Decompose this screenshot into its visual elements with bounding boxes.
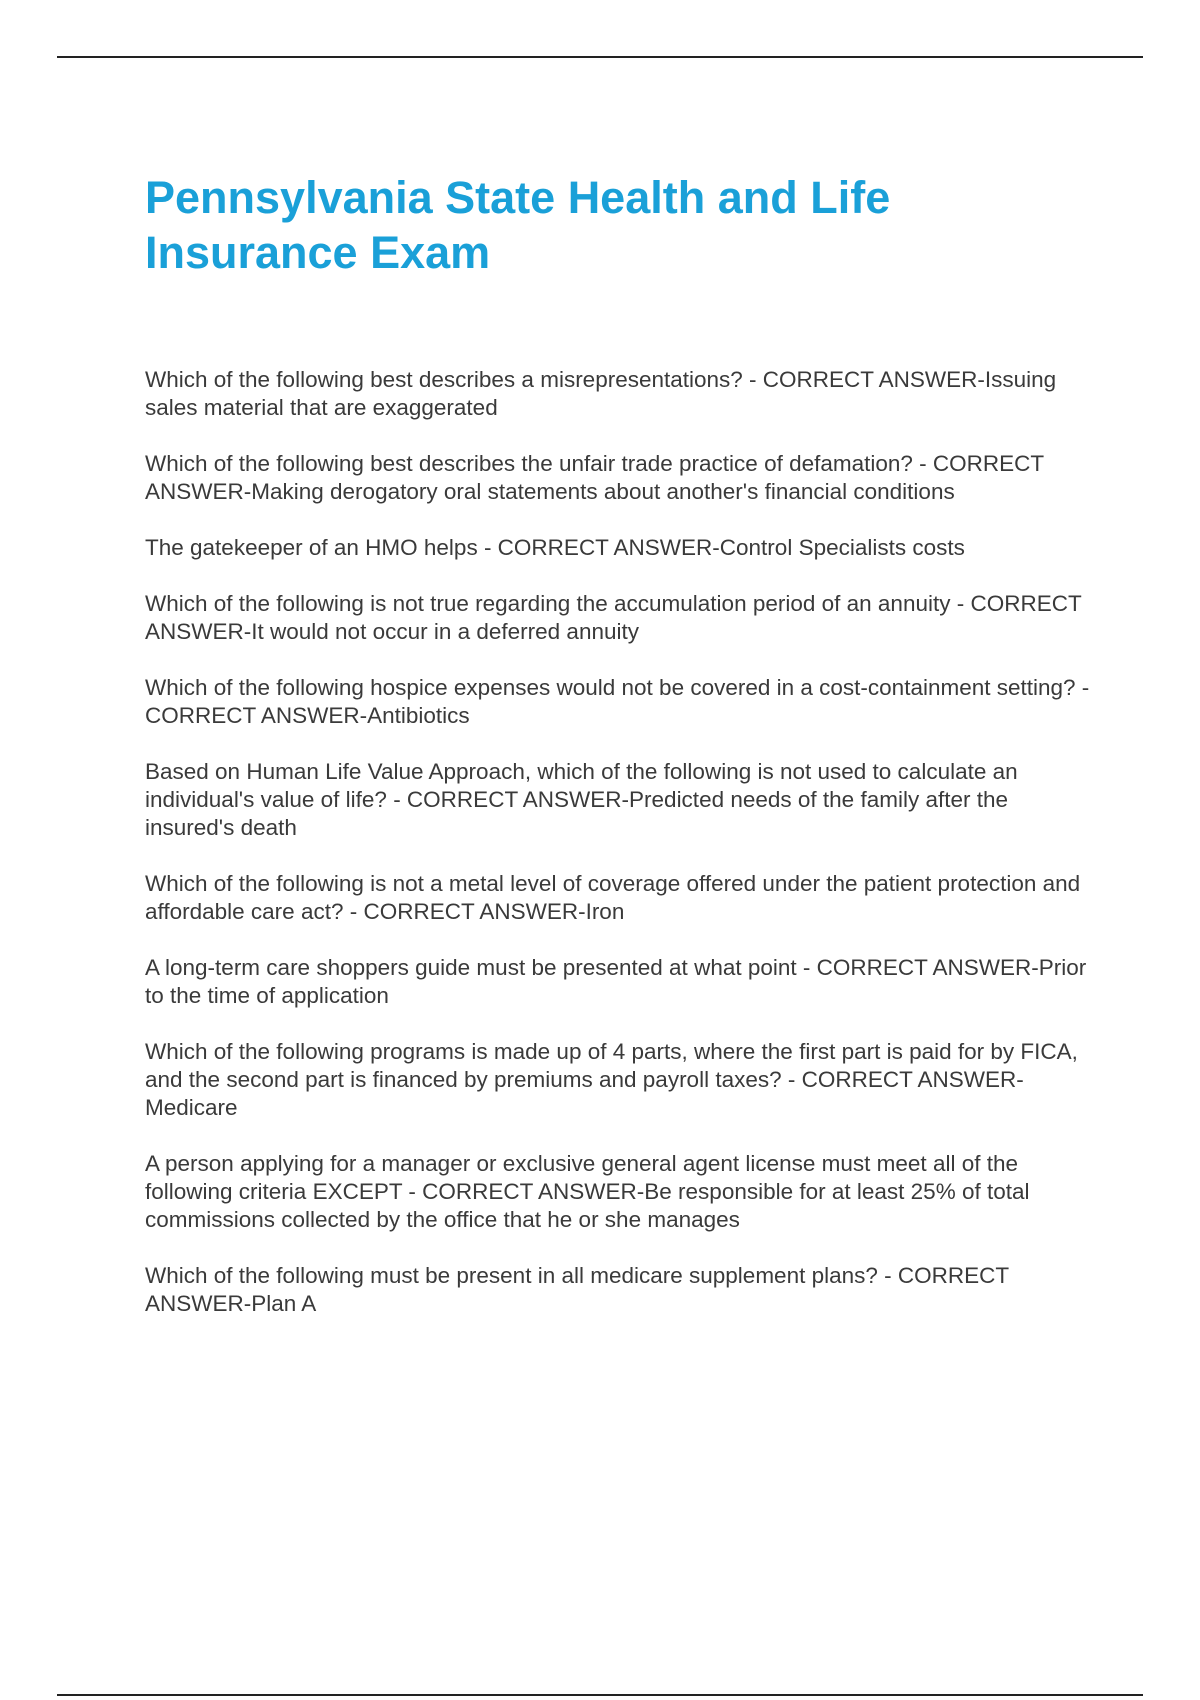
- qa-item: A long-term care shoppers guide must be presented at what point - CORRECT ANSWER-Prior to the time of application: [145, 955, 1087, 1008]
- qa-item: Based on Human Life Value Approach, which of the following is not used to calculate an individual's value of life? - CORRECT ANSWER-Predicted needs of the family after the insured's death: [145, 759, 1018, 840]
- qa-item: Which of the following must be present in all medicare supplement plans? - CORRECT ANSWER-Plan A: [145, 1263, 1009, 1316]
- qa-item: Which of the following is not true regarding the accumulation period of an annuity - CORRECT ANSWER-It would not occur in a deferred annuity: [145, 591, 1082, 644]
- qa-item: A person applying for a manager or exclusive general agent license must meet all of the following criteria EXCEPT - CORRECT ANSWER-Be responsible for at least 25% of total commissions collected by the office that he or she manages: [145, 1151, 1030, 1232]
- title-line-2: Insurance Exam: [145, 227, 491, 278]
- qa-item: Which of the following best describes the unfair trade practice of defamation? - CORRECT ANSWER-Making derogatory oral statements about another's financial conditions: [145, 451, 1044, 504]
- qa-item: Which of the following is not a metal level of coverage offered under the patient protection and affordable care act? - CORRECT ANSWER-Iron: [145, 871, 1081, 924]
- qa-list: [145, 366, 1090, 1346]
- qa-item: Which of the following programs is made up of 4 parts, where the first part is paid for by FICA, and the second part is financed by premiums and payroll taxes? - CORRECT ANSWER-Medicare: [145, 1039, 1078, 1120]
- top-rule: [57, 56, 1143, 58]
- qa-item: Which of the following best describes a misrepresentations? - CORRECT ANSWER-Issuing sales material that are exaggerated: [145, 367, 1057, 420]
- title-line-1: Pennsylvania State Health and Life: [145, 172, 891, 223]
- qa-item: Which of the following hospice expenses would not be covered in a cost-containment setting? - CORRECT ANSWER-Antibiotics: [145, 675, 1090, 728]
- qa-item: The gatekeeper of an HMO helps - CORRECT ANSWER-Control Specialists costs: [145, 535, 965, 560]
- bottom-rule: [57, 1694, 1143, 1696]
- page-title: [145, 170, 1045, 280]
